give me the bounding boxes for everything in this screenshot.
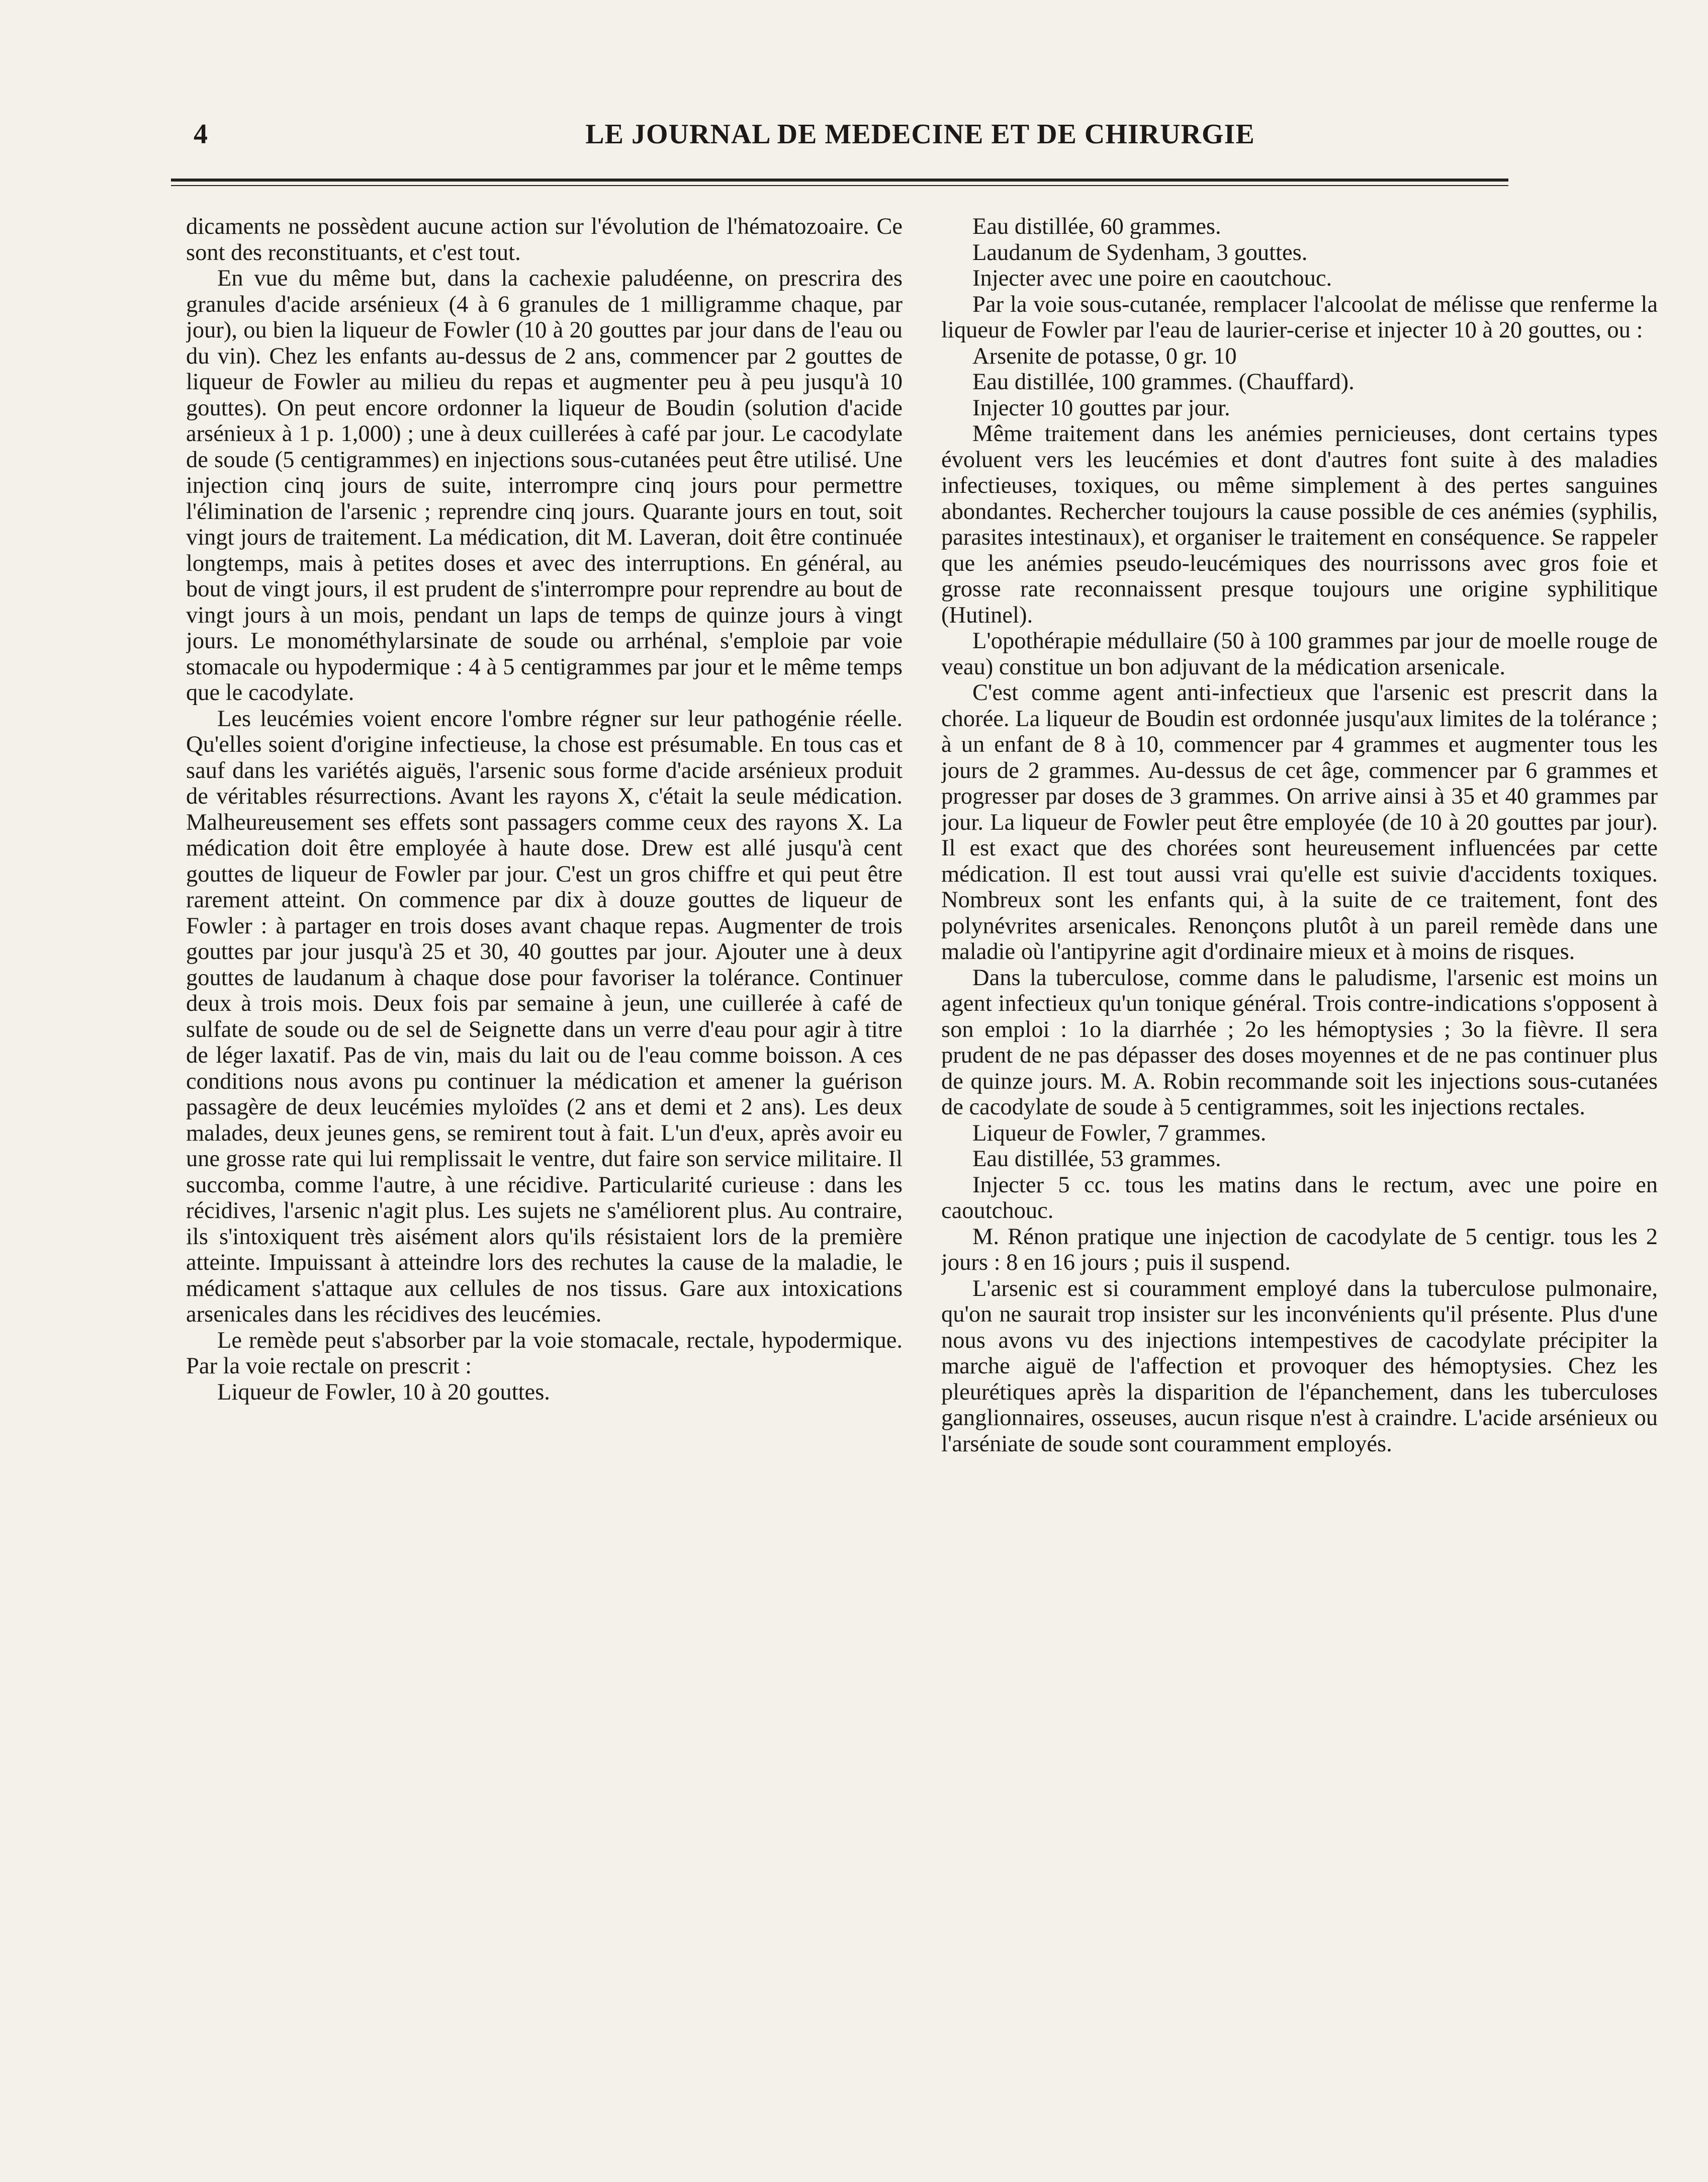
right-column [941,214,1658,2034]
header-rule-thick [171,179,1508,182]
paragraph: L'opothérapie médullaire (50 à 100 grammes par jour de moelle rouge de veau) constitue un bon adjuvant de la médication arsenicale. [941,628,1658,680]
left-column [186,214,903,2034]
prescription-line: Arsenite de potasse, 0 gr. 10 [972,343,1237,369]
paragraph: Les leucémies voient encore l'ombre régner sur leur pathogénie réelle. Qu'elles soient d'origine infectieuse, la chose est présumable. En tous cas et sauf dans les variétés aiguës, l'arsenic sous forme d'acide arsénieux produit de véritables résurrections. Avant les rayons X, c'était la seule médication. Malheureusement ses effets sont passagers comme ceux des rayons X. La médication doit être employée à haute dose. Drew est allé jusqu'à cent gouttes de liqueur de Fowler par jour. C'est un gros chiffre et qui peut être rarement atteint. On commence par dix à douze gouttes de liqueur de Fowler : à partager en trois doses avant chaque repas. Augmenter de trois gouttes par jour jusqu'à 25 et 30, 40 gouttes par jour. Ajouter une à deux gouttes de laudanum à chaque dose pour favoriser la tolérance. Continuer deux à trois mois. Deux fois par semaine à jeun, une cuillerée à café de sulfate de soude ou de sel de Seignette dans un verre d'eau pour agir à titre de léger laxatif. Pas de vin, mais du lait ou de l'eau comme boisson. A ces conditions nous avons pu continuer la médication et amener la guérison passagère de deux leucémies myloïdes (2 ans et demi et 2 ans). Les deux malades, deux jeunes gens, se remirent tout à fait. L'un d'eux, après avoir eu une grosse rate qui lui remplissait le ventre, dut faire son service militaire. Il succomba, comme l'autre, à une récidive. Particularité curieuse : dans les récidives, l'arsenic n'agit plus. Les sujets ne s'améliorent plus. Au contraire, ils s'intoxiquent très aisément alors qu'ils résistaient lors de la première atteinte. Impuissant à atteindre lors des rechutes la cause de la maladie, le médicament s'attaque aux cellules de nos tissus. Gare aux intoxications arsenicales dans les récidives des leucémies. [186,706,903,1327]
paragraph: Dans la tuberculose, comme dans le paludisme, l'arsenic est moins un agent infectieux qu'un tonique général. Trois contre-indications s'opposent à son emploi : 1o la diarrhée ; 2o les hémoptysies ; 3o la fièvre. Il sera prudent de ne pas dépasser des doses moyennes et de ne pas continuer plus de quinze jours. M. A. Robin recommande soit les injections sous-cutanées de cacodylate de soude à 5 centigrammes, soit les injections rectales. [941,965,1658,1120]
prescription-line: Eau distillée, 60 grammes. [972,214,1221,239]
prescription-line: Laudanum de Sydenham, 3 gouttes. [972,239,1308,266]
prescription-line: Liqueur de Fowler, 7 grammes. [972,1120,1267,1146]
prescription-line: Eau distillée, 53 grammes. [972,1146,1221,1172]
paragraph: Par la voie sous-cutanée, remplacer l'alcoolat de mélisse que renferme la liqueur de Fowler par l'eau de laurier-cerise et injecter 10 à 20 gouttes, ou : [941,291,1658,343]
prescription-line: Eau distillée, 100 grammes. (Chauffard). [972,369,1355,395]
page-number: 4 [194,119,208,150]
paragraph: L'arsenic est si couramment employé dans la tuberculose pulmonaire, qu'on ne saurait trop insister sur les inconvénients qu'il présente. Plus d'une nous avons vu des injections intempestives de cacodylate précipiter la marche aiguë de l'affection et provoquer des hémoptysies. Chez les pleurétiques après la disparition de l'épanchement, dans les tuberculoses ganglionnaires, osseuses, aucun risque n'est à craindre. L'acide arsénieux ou l'arséniate de soude sont couramment employés. [941,1275,1658,1457]
running-head: LE JOURNAL DE MEDECINE ET DE CHIRURGIE [585,119,1255,150]
paragraph: dicaments ne possèdent aucune action sur l'évolution de l'hématozoaire. Ce sont des reconstituants, et c'est tout. [186,214,903,266]
paragraph: En vue du même but, dans la cachexie paludéenne, on prescrira des granules d'acide arsénieux (4 à 6 granules de 1 milligramme chaque, par jour), ou bien la liqueur de Fowler (10 à 20 gouttes par jour dans de l'eau ou du vin). Chez les enfants au-dessus de 2 ans, commencer par 2 gouttes de liqueur de Fowler au milieu du repas et augmenter peu à peu jusqu'à 10 gouttes). On peut encore ordonner la liqueur de Boudin (solution d'acide arsénieux à 1 p. 1,000) ; une à deux cuillerées à café par jour. Le cacodylate de soude (5 centigrammes) en injections sous-cutanées peut être utilisé. Une injection cinq jours de suite, interrompre cinq jours pour permettre l'élimination de l'arsenic ; reprendre cinq jours. Quarante jours en tout, soit vingt jours de traitement. La médication, dit M. Laveran, doit être continuée longtemps, mais à petites doses et avec des interruptions. En général, au bout de vingt jours, il est prudent de s'interrompre pour reprendre au bout de vingt jours à un mois, pendant un laps de temps de quinze jours à vingt jours. Le monométhylarsinate de soude ou arrhénal, s'emploie par voie stomacale ou hypodermique : 4 à 5 centigrammes par jour et le même temps que le cacodylate. [186,266,903,706]
header-rule-thin [171,185,1508,186]
page-header [171,118,1508,163]
paragraph: Même traitement dans les anémies pernicieuses, dont certains types évoluent vers les leucémies et dont d'autres font suite à des maladies infectieuses, toxiques, ou même simplement à des pertes sanguines abondantes. Rechercher toujours la cause possible de ces anémies (syphilis, parasites intestinaux), et organiser le traitement en conséquence. Se rappeler que les anémies pseudo-leucémiques des nourrissons avec gros foie et grosse rate reconnaissent presque toujours une origine syphilitique (Hutinel). [941,421,1658,628]
prescription-line: Injecter avec une poire en caoutchouc. [972,266,1332,291]
paragraph: C'est comme agent anti-infectieux que l'arsenic est prescrit dans la chorée. La liqueur de Boudin est ordonnée jusqu'aux limites de la tolérance ; à un enfant de 8 à 10, commencer par 4 grammes et augmenter tous les jours de 2 grammes. Au-dessus de cet âge, commencer par 6 grammes et progresser par doses de 3 grammes. On arrive ainsi à 35 et 40 grammes par jour. La liqueur de Fowler peut être employée (de 10 à 20 gouttes par jour). Il est exact que des chorées sont heureusement influencées par cette médication. Il est tout aussi vrai qu'elle est suivie d'accidents toxiques. Nombreux sont les enfants qui, à la suite de ce traitement, font des polynévrites arsenicales. Renonçons plutôt à un pareil remède dans une maladie où l'antipyrine agit d'ordinaire mieux et à moins de risques. [941,680,1658,965]
paragraph: Injecter 5 cc. tous les matins dans le rectum, avec une poire en caoutchouc. [941,1172,1658,1224]
paragraph: M. Rénon pratique une injection de cacodylate de 5 centigr. tous les 2 jours : 8 en 16 jours ; puis il suspend. [941,1224,1658,1275]
prescription-line: Liqueur de Fowler, 10 à 20 gouttes. [217,1379,550,1405]
paragraph: Le remède peut s'absorber par la voie stomacale, rectale, hypodermique. Par la voie rectale on prescrit : [186,1327,903,1379]
prescription-line: Injecter 10 gouttes par jour. [972,395,1230,421]
